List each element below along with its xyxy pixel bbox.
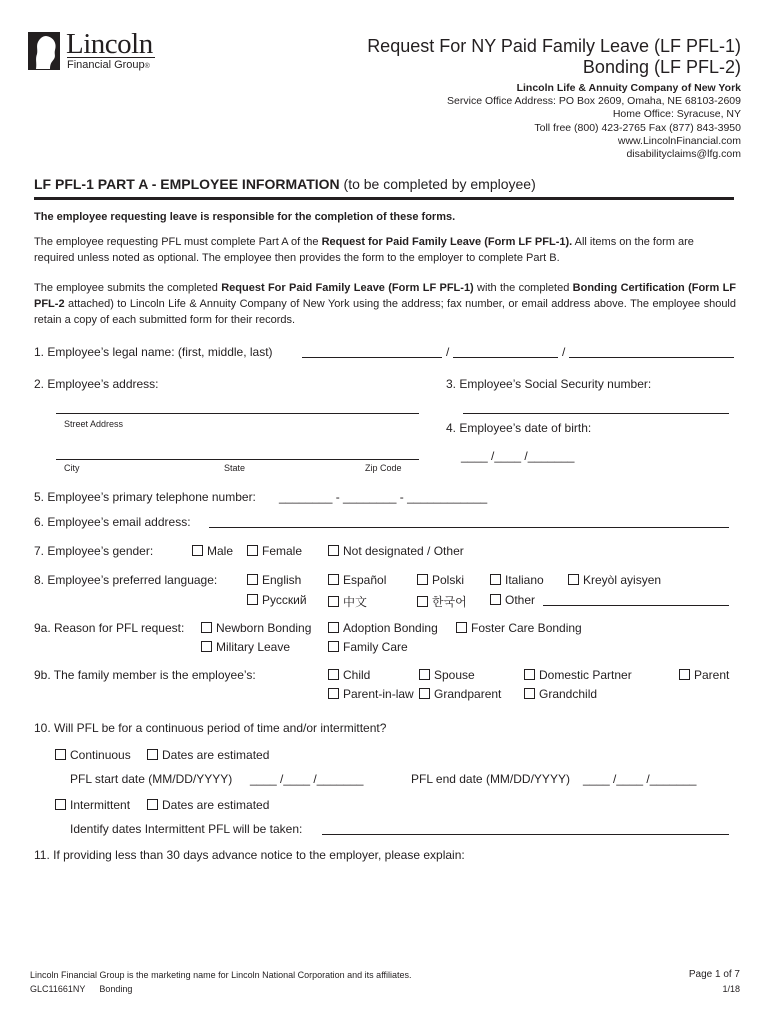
q8-option-polski[interactable] (417, 573, 464, 587)
q9a-option-foster[interactable] (456, 621, 582, 635)
footer-form-type: Bonding (99, 984, 133, 994)
q7-option-male[interactable] (192, 544, 233, 558)
q9b-parent-label: Parent (694, 668, 730, 682)
section-rule (34, 197, 734, 200)
q9b-domestic-partner-checkbox[interactable] (524, 669, 535, 680)
q11-label: 11. If providing less than 30 days advance notice to the employer, please explain: (34, 848, 465, 862)
website-link[interactable]: www.LincolnFinancial.com (617, 134, 741, 147)
q9b-label: 9b. The family member is the employee’s: (34, 668, 256, 682)
q8-polski-label: Polski (432, 573, 465, 587)
q1-last-name-field[interactable] (569, 357, 734, 358)
q10-continuous-estimated-label: Dates are estimated (162, 748, 270, 762)
q8-italiano-label: Italiano (505, 573, 544, 587)
q11-explanation-area[interactable] (34, 866, 734, 962)
q9b-option-grandparent[interactable] (419, 687, 501, 701)
q10-intermittent-estimated-label: Dates are estimated (162, 798, 270, 812)
q8-option-chinese[interactable] (328, 593, 367, 610)
q9a-option-newborn[interactable] (201, 621, 311, 635)
q9a-military-label: Military Leave (216, 640, 291, 654)
q10-intermittent-checkbox[interactable] (55, 799, 66, 810)
q10-option-intermittent-estimated[interactable] (147, 798, 269, 812)
q8-option-kreyol[interactable] (568, 573, 661, 587)
q1-label: 1. Employee’s legal name: (first, middle, last) (34, 345, 273, 359)
q7-other-label: Not designated / Other (343, 544, 464, 558)
q2-zip-caption: Zip Code (365, 463, 402, 473)
q10-identify-label: Identify dates Intermittent PFL will be taken: (70, 822, 303, 836)
q10-intermittent-estimated-checkbox[interactable] (147, 799, 158, 810)
q8-italiano-checkbox[interactable] (490, 574, 501, 585)
q9a-option-family-care[interactable] (328, 640, 408, 654)
q8-chinese-checkbox[interactable] (328, 596, 339, 607)
intro-paragraph-1 (34, 234, 736, 266)
q8-polski-checkbox[interactable] (417, 574, 428, 585)
footer-page: Page 1 of 7 (688, 969, 740, 980)
q10-start-field[interactable]: ____ /____ /_______ (250, 772, 364, 786)
q9b-parent-in-law-label: Parent-in-law (343, 687, 414, 701)
q1-first-name-field[interactable] (302, 357, 442, 358)
q7-label: 7. Employee’s gender: (34, 544, 154, 558)
q8-label: 8. Employee’s preferred language: (34, 573, 218, 587)
lincoln-head-icon (28, 32, 60, 70)
p2-text-b: Request For Paid Family Leave (Form LF PFL-1) (221, 282, 474, 294)
q6-label: 6. Employee’s email address: (34, 515, 191, 529)
q9b-option-spouse[interactable] (419, 668, 475, 682)
q10-option-intermittent[interactable] (55, 798, 130, 812)
q2-street-field[interactable] (56, 413, 419, 414)
q9a-adoption-checkbox[interactable] (328, 622, 339, 633)
q3-label: 3. Employee’s Social Security number: (446, 377, 652, 391)
q8-chinese-label: 中文 (343, 595, 368, 609)
q2-label: 2. Employee’s address: (34, 377, 159, 391)
q8-other-field[interactable] (543, 605, 729, 606)
q9b-parent-checkbox[interactable] (679, 669, 690, 680)
q9b-option-grandchild[interactable] (524, 687, 597, 701)
q9b-child-checkbox[interactable] (328, 669, 339, 680)
q9b-child-label: Child (343, 668, 371, 682)
q1-middle-name-field[interactable] (453, 357, 558, 358)
q9a-adoption-label: Adoption Bonding (343, 621, 438, 635)
p2-text-d: Bonding Certification (Form LF PFL-2 (34, 282, 737, 310)
q6-email-field[interactable] (209, 527, 729, 528)
logo-sub-text: Financial Group (67, 59, 145, 71)
q9b-grandchild-label: Grandchild (539, 687, 598, 701)
q9a-option-adoption[interactable] (328, 621, 438, 635)
q9b-grandparent-label: Grandparent (434, 687, 502, 701)
q10-continuous-label: Continuous (70, 748, 131, 762)
p1-text-c: All items on the form are required unless noted as optional. The employee then provides the form to the employer to complete Part B. (34, 236, 694, 264)
section-title (34, 176, 536, 192)
q7-male-label: Male (207, 544, 234, 558)
q10-end-field[interactable]: ____ /____ /_______ (583, 772, 697, 786)
q10-label: 10. Will PFL be for a continuous period of time and/or intermittent? (34, 721, 387, 735)
q8-other-label: Other (505, 593, 536, 607)
p2-text-a: The employee submits the completed (34, 282, 222, 294)
q7-female-label: Female (262, 544, 303, 558)
q10-intermittent-label: Intermittent (70, 798, 131, 812)
q8-russian-label: Русский (262, 593, 307, 607)
q5-phone-field[interactable]: ________ - ________ - ____________ (279, 490, 488, 504)
q9b-option-parent-in-law[interactable] (328, 687, 414, 701)
footer-form-id: GLC11661NY (30, 984, 86, 994)
q9a-newborn-label: Newborn Bonding (216, 621, 312, 635)
q10-option-continuous[interactable] (55, 748, 131, 762)
service-address: Service Office Address: PO Box 2609, Omaha, NE 68103-2609 (447, 95, 741, 108)
contact-block (447, 82, 741, 161)
q8-korean-label: 한국어 (432, 595, 467, 609)
p2-text-c: with the completed (473, 282, 573, 294)
p2-text-e: attached) to Lincoln Life & Annuity Company of New York using the address; fax number, or email address above. The employee should retain a copy of each submitted form for their records. (34, 298, 736, 326)
phone-fax: Toll free (800) 423-2765 Fax (877) 843-3950 (534, 121, 741, 134)
q7-female-checkbox[interactable] (247, 545, 258, 556)
form-title-1: Request For NY Paid Family Leave (LF PFL-1) (367, 36, 741, 56)
q8-option-other[interactable] (490, 593, 535, 607)
email-link[interactable]: disabilityclaims@lfg.com (626, 148, 741, 161)
footer-form-number (30, 984, 132, 994)
q2-city-state-zip-field[interactable] (56, 459, 419, 460)
q9b-parent-in-law-checkbox[interactable] (328, 688, 339, 699)
logo-subtitle: Financial Group® (67, 59, 150, 71)
company-name: Lincoln Life & Annuity Company of New York (516, 82, 741, 94)
q10-continuous-estimated-checkbox[interactable] (147, 749, 158, 760)
section-title-note: (to be completed by employee) (343, 176, 536, 192)
q4-label: 4. Employee’s date of birth: (446, 421, 592, 435)
q7-option-female[interactable] (247, 544, 302, 558)
q8-espanol-label: Español (343, 573, 387, 587)
q1-sep-1: / (446, 345, 450, 359)
home-office: Home Office: Syracuse, NY (612, 108, 741, 121)
intro-paragraph-2 (34, 280, 736, 328)
q9b-spouse-checkbox[interactable] (419, 669, 430, 680)
q7-option-other[interactable] (328, 544, 464, 558)
footer-date: 1/18 (722, 984, 740, 994)
q10-identify-field[interactable] (322, 834, 729, 835)
q9a-newborn-checkbox[interactable] (201, 622, 212, 633)
q9a-family-care-checkbox[interactable] (328, 641, 339, 652)
q2-street-caption: Street Address (64, 419, 124, 429)
q8-option-korean[interactable] (417, 593, 467, 610)
q8-english-checkbox[interactable] (247, 574, 258, 585)
section-title-bold: LF PFL-1 PART A - EMPLOYEE INFORMATION (34, 176, 340, 192)
q2-city-caption: City (64, 463, 80, 473)
q10-end-label: PFL end date (MM/DD/YYYY) (411, 772, 570, 786)
q9a-military-checkbox[interactable] (201, 641, 212, 652)
p1-text-a: The employee requesting PFL must complete Part A of the (34, 236, 322, 248)
logo-rule (67, 57, 155, 58)
intro-bold-line: The employee requesting leave is responsible for the completion of these forms. (34, 211, 456, 223)
form-title-2: Bonding (LF PFL-2) (582, 57, 741, 77)
q8-kreyol-label: Kreyòl ayisyen (583, 573, 662, 587)
q9b-option-parent[interactable] (679, 668, 729, 682)
q9a-foster-checkbox[interactable] (456, 622, 467, 633)
q9b-grandchild-checkbox[interactable] (524, 688, 535, 699)
q1-sep-2: / (562, 345, 566, 359)
q9b-option-child[interactable] (328, 668, 370, 682)
q8-option-english[interactable] (247, 573, 301, 587)
q8-espanol-checkbox[interactable] (328, 574, 339, 585)
q3-ssn-field[interactable] (463, 413, 729, 414)
q9b-option-domestic-partner[interactable] (524, 668, 632, 682)
q9b-domestic-partner-label: Domestic Partner (539, 668, 632, 682)
q10-start-label: PFL start date (MM/DD/YYYY) (70, 772, 233, 786)
q7-other-checkbox[interactable] (328, 545, 339, 556)
q9a-label: 9a. Reason for PFL request: (34, 621, 185, 635)
q2-state-caption: State (224, 463, 246, 473)
q8-kreyol-checkbox[interactable] (568, 574, 579, 585)
q8-option-italiano[interactable] (490, 573, 544, 587)
q8-russian-checkbox[interactable] (247, 594, 258, 605)
q9a-option-military[interactable] (201, 640, 290, 654)
q8-english-label: English (262, 573, 302, 587)
q8-option-espanol[interactable] (328, 573, 386, 587)
q4-dob-field[interactable]: ____ /____ /_______ (461, 449, 575, 463)
q8-korean-checkbox[interactable] (417, 596, 428, 607)
q9b-spouse-label: Spouse (434, 668, 475, 682)
q9a-foster-label: Foster Care Bonding (471, 621, 582, 635)
footer-note: Lincoln Financial Group is the marketing name for Lincoln National Corporation and its affiliates. (30, 970, 412, 980)
q5-label: 5. Employee’s primary telephone number: (34, 490, 256, 504)
q7-male-checkbox[interactable] (192, 545, 203, 556)
q8-other-checkbox[interactable] (490, 594, 501, 605)
q10-option-continuous-estimated[interactable] (147, 748, 269, 762)
q9a-family-care-label: Family Care (343, 640, 408, 654)
p1-text-b: Request for Paid Family Leave (Form LF PFL-1). (321, 236, 573, 248)
q10-continuous-checkbox[interactable] (55, 749, 66, 760)
logo-name: Lincoln (66, 28, 153, 60)
q9b-grandparent-checkbox[interactable] (419, 688, 430, 699)
q8-option-russian[interactable] (247, 593, 307, 607)
